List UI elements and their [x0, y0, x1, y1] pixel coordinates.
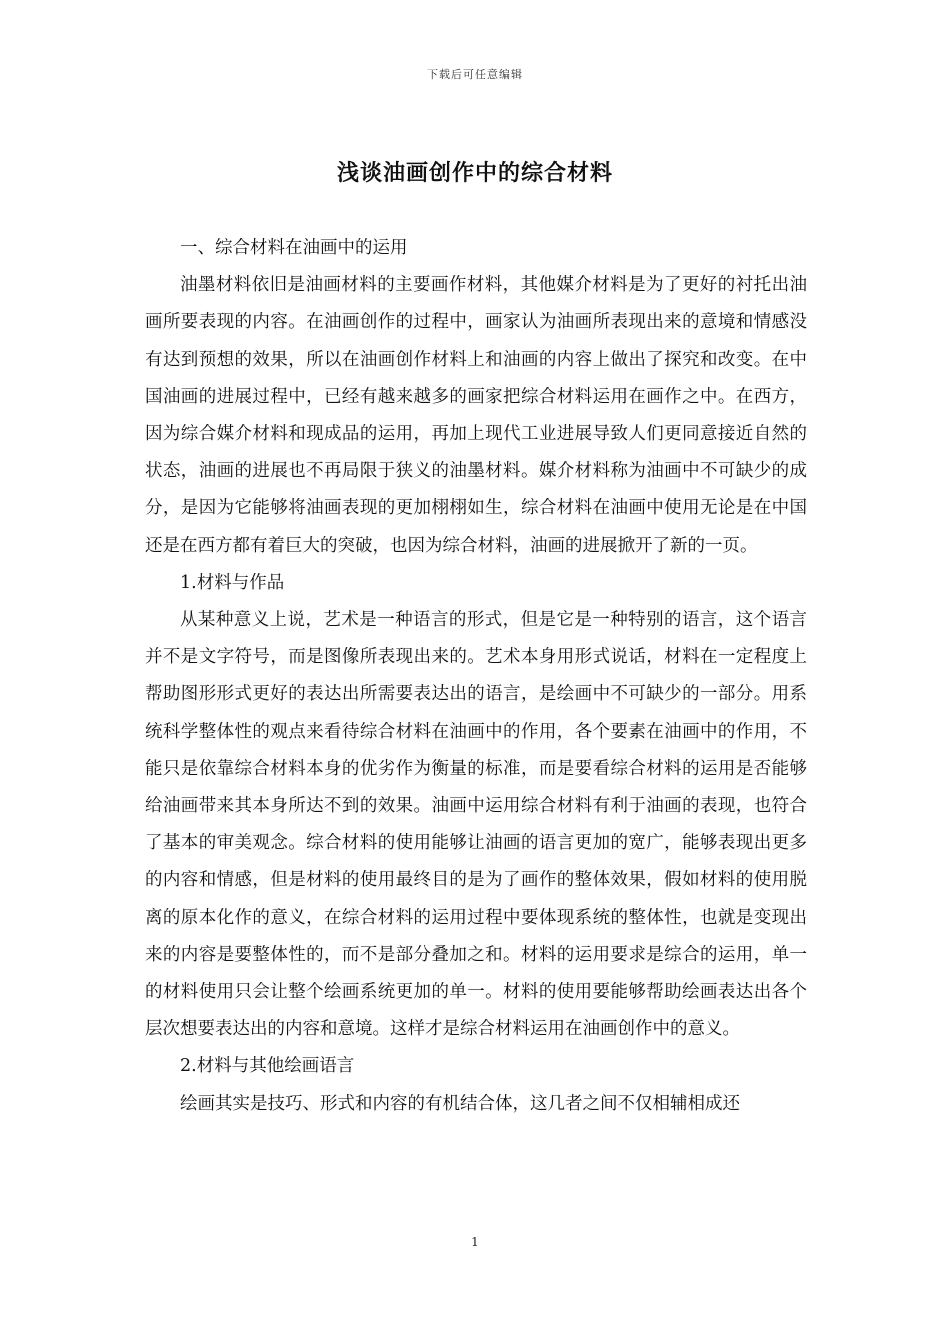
page-header: 下载后可任意编辑 — [427, 68, 523, 81]
body-paragraph: 从某种意义上说，艺术是一种语言的形式，但是它是一种特别的语言，这个语言并不是文字符号，而是图像所表现出来的。艺术本身用形式说话，材料在一定程度上帮助图形形式更好的表达出所需要表达出的语言，是绘画中不可缺少的一部分。用系统科学整体性的观点来看待综合材料在油画中的作用，各个要素在油画中的作用，不能只是依靠综合材料本身的优劣作为衡量的标准，而是要看综合材料的运用是否能够给油画带来其本身所达不到的效果。油画中运用综合材料有利于油画的表现，也符合了基本的审美观念。综合材料的使用能够让油画的语言更加的宽广，能够表现出更多的内容和情感，但是材料的使用最终目的是为了画作的整体效果，假如材料的使用脱离的原本化作的意义，在综合材料的运用过程中要体现系统的整体性，也就是变现出来的内容是要整体性的，而不是部分叠加之和。材料的运用要求是综合的运用，单一的材料使用只会让整个绘画系统更加的单一。材料的使用要能够帮助绘画表达出各个层次想要表达出的内容和意境。这样才是综合材料运用在油画创作中的意义。 — [145, 610, 807, 1040]
page-number: 1 — [471, 1235, 479, 1249]
body-paragraph: 油墨材料依旧是油画材料的主要画作材料，其他媒介材料是为了更好的衬托出油画所要表现的内容。在油画创作的过程中，画家认为油画所表现出来的意境和情感没有达到预想的效果，所以在油画创作材料上和油画的内容上做出了探究和改变。在中国油画的进展过程中，已经有越来越多的画家把综合材料运用在画作之中。在西方，因为综合媒介材料和现成品的运用，再加上现代工业进展导致人们更同意接近自然的状态，油画的进展也不再局限于狭义的油墨材料。媒介材料称为油画中不可缺少的成分，是因为它能够将油画表现的更加栩栩如生，综合材料在油画中使用无论是在中国还是在西方都有着巨大的突破，也因为综合材料，油画的进展掀开了新的一页。 — [145, 275, 807, 556]
document-title: 浅谈油画创作中的综合材料 — [336, 160, 613, 186]
section-heading: 一、综合材料在油画中的运用 — [180, 238, 408, 258]
subsection-heading: 2.材料与其他绘画语言 — [180, 1056, 355, 1077]
document-body — [145, 230, 807, 1123]
body-paragraph: 绘画其实是技巧、形式和内容的有机结合体，这几者之间不仅相辅相成还 — [180, 1093, 740, 1114]
subsection-heading: 1.材料与作品 — [180, 572, 285, 593]
